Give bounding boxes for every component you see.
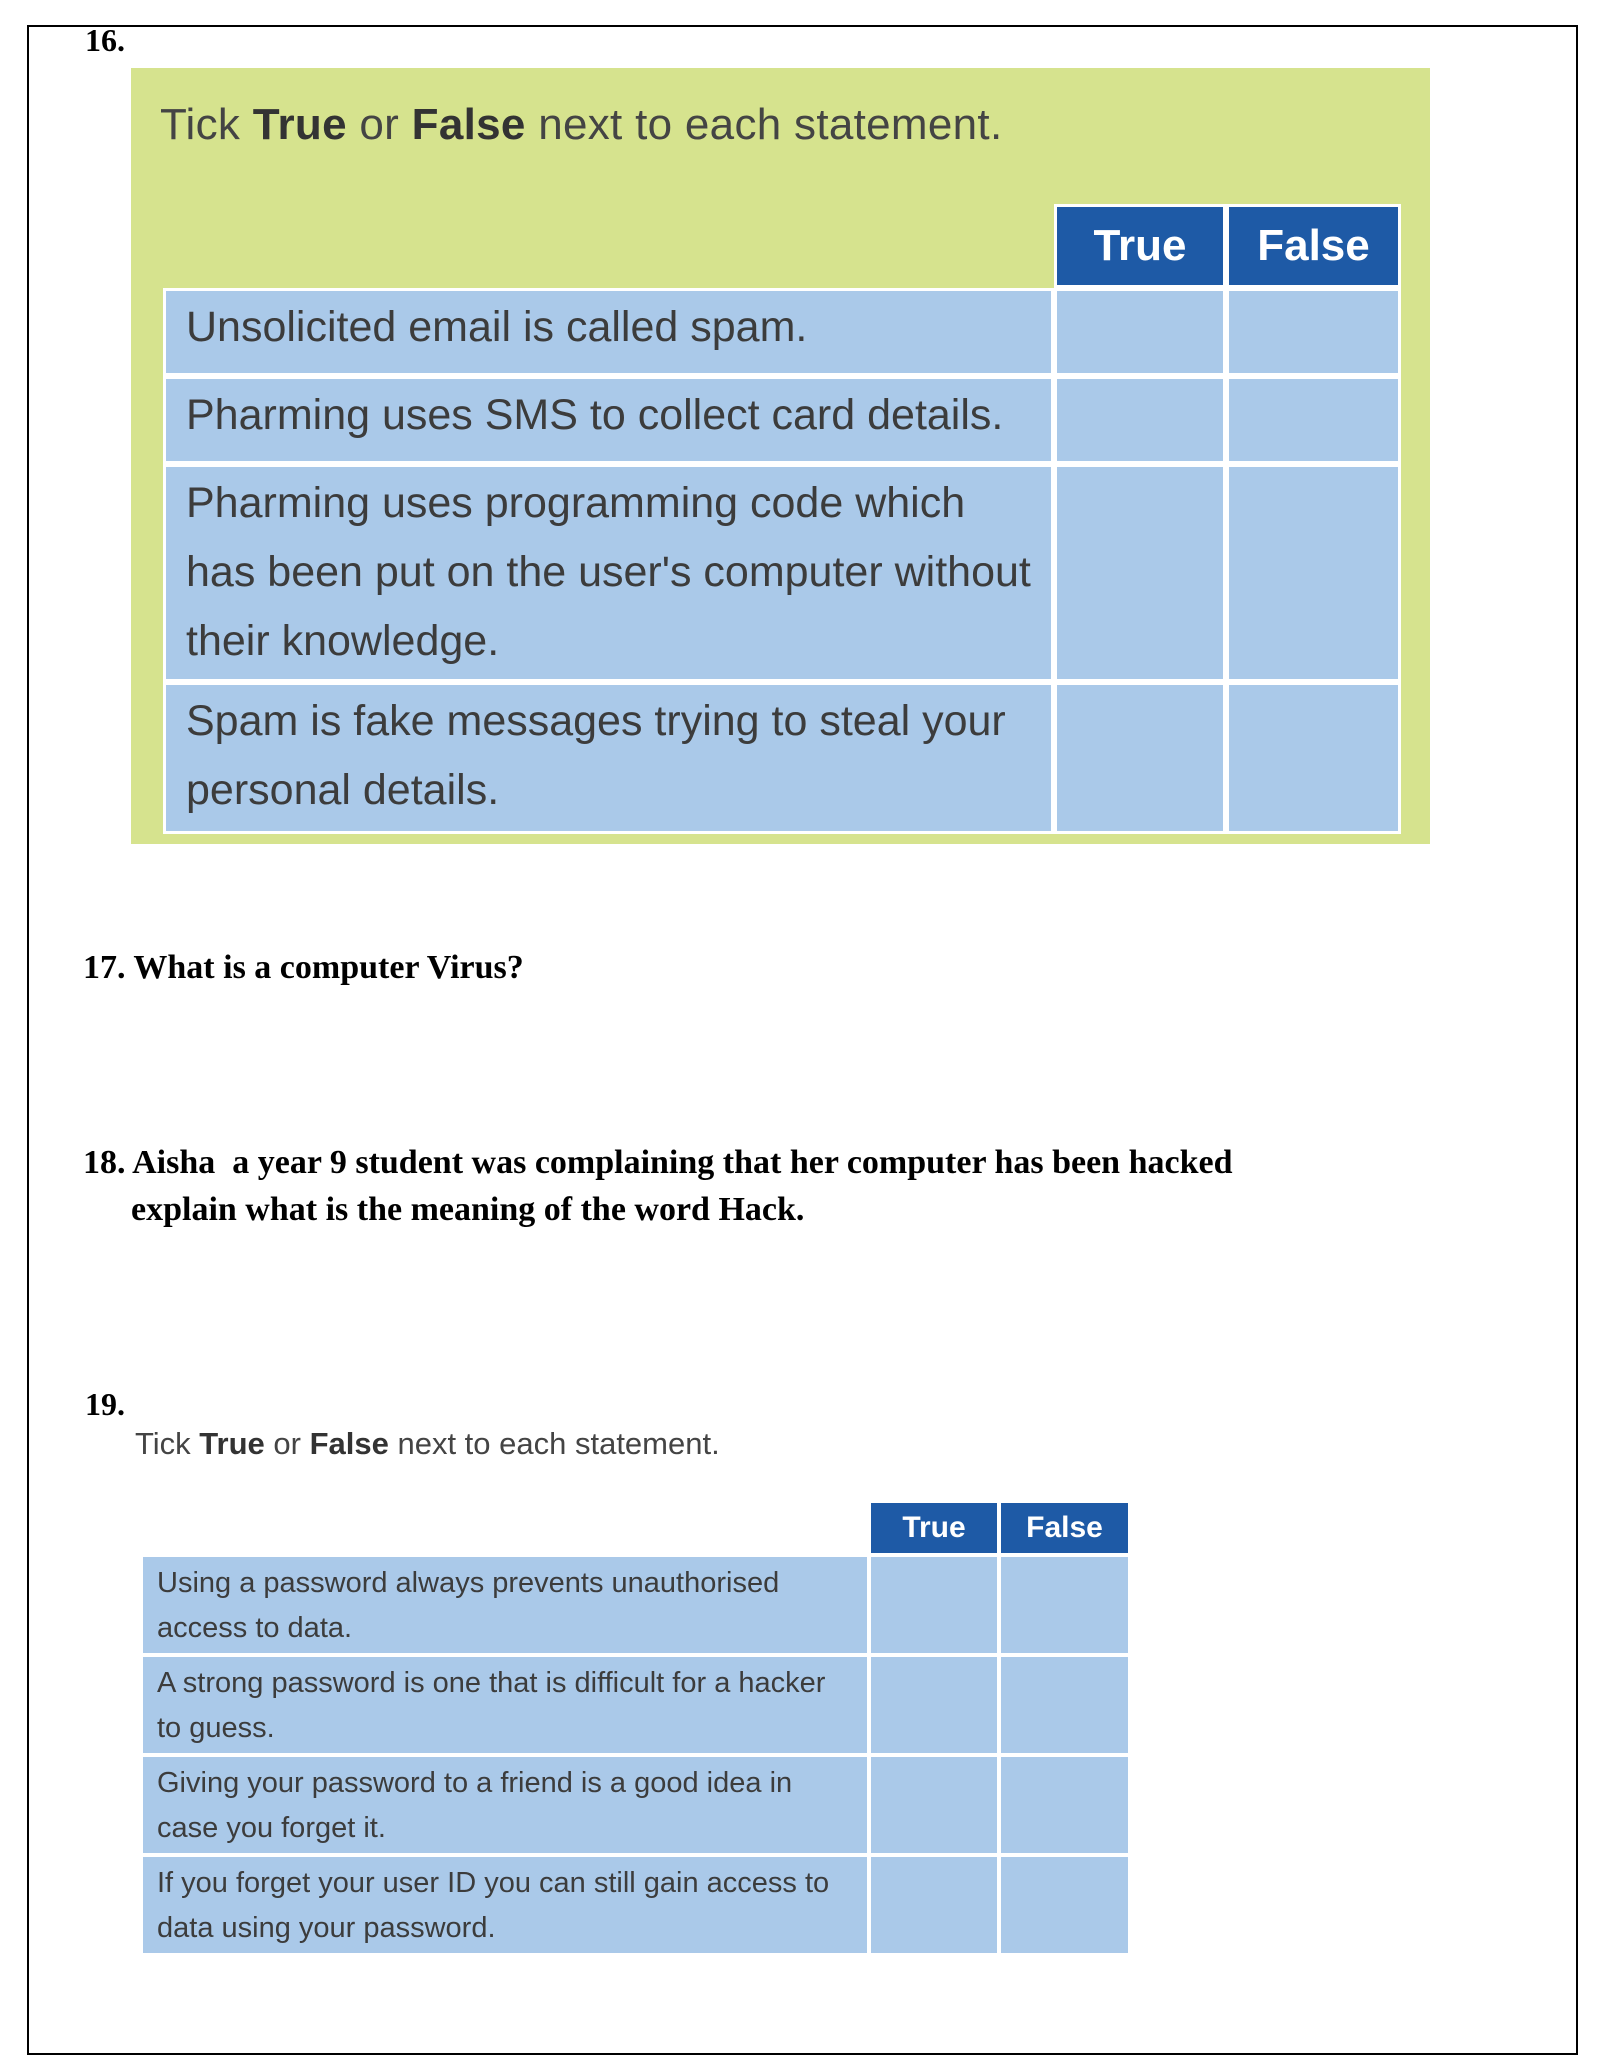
question-16-number: 16. <box>85 22 125 58</box>
question-18-line-1: Aisha a year 9 student was complaining that her computer has been hacked <box>132 1144 1233 1181</box>
q19-true-header: True <box>869 1501 999 1555</box>
question-18-line-2: explain what is the meaning of the word Hack. <box>131 1191 805 1228</box>
q16-false-tick-box-2[interactable] <box>1226 376 1401 464</box>
q16-instruction: Tick True or False next to each statement. <box>160 100 1003 149</box>
q19-false-header: False <box>999 1501 1130 1555</box>
q19-statement-2: A strong password is one that is difficult for a hacker to guess. <box>141 1655 869 1755</box>
q19-true-tick-box-3[interactable] <box>869 1755 999 1855</box>
q19-false-tick-box-3[interactable] <box>999 1755 1130 1855</box>
q16-statement-4: Spam is fake messages trying to steal your personal details. <box>163 682 1054 834</box>
q16-true-tick-box-1[interactable] <box>1054 288 1226 376</box>
q19-instruction: Tick True or False next to each statement. <box>135 1426 720 1461</box>
q16-false-tick-box-4[interactable] <box>1226 682 1401 834</box>
q19-statement-4: If you forget your user ID you can still gain access to data using your password. <box>141 1855 869 1955</box>
q19-false-tick-box-1[interactable] <box>999 1555 1130 1655</box>
q16-statement-1: Unsolicited email is called spam. <box>163 288 1054 376</box>
q19-true-tick-box-4[interactable] <box>869 1855 999 1955</box>
q16-true-tick-box-2[interactable] <box>1054 376 1226 464</box>
q16-false-tick-box-1[interactable] <box>1226 288 1401 376</box>
q16-true-tick-box-3[interactable] <box>1054 464 1226 682</box>
q16-false-header: False <box>1226 204 1401 288</box>
q16-true-header: True <box>1054 204 1226 288</box>
question-18 <box>83 1139 1233 1187</box>
question-17 <box>83 944 524 992</box>
question-17-number: 17. <box>83 949 126 986</box>
q19-statement-3: Giving your password to a friend is a good idea in case you forget it. <box>141 1755 869 1855</box>
question-17-text: What is a computer Virus? <box>133 949 524 986</box>
q19-true-tick-box-2[interactable] <box>869 1655 999 1755</box>
q19-false-tick-box-4[interactable] <box>999 1855 1130 1955</box>
question-19-number: 19. <box>85 1386 125 1422</box>
question-18-number: 18. <box>83 1144 126 1181</box>
q16-true-tick-box-4[interactable] <box>1054 682 1226 834</box>
q16-statement-2: Pharming uses SMS to collect card details. <box>163 376 1054 464</box>
q16-false-tick-box-3[interactable] <box>1226 464 1401 682</box>
q16-statement-3: Pharming uses programming code which has been put on the user's computer without their knowledge. <box>163 464 1054 682</box>
q19-true-tick-box-1[interactable] <box>869 1555 999 1655</box>
q19-false-tick-box-2[interactable] <box>999 1655 1130 1755</box>
q19-statement-1: Using a password always prevents unauthorised access to data. <box>141 1555 869 1655</box>
